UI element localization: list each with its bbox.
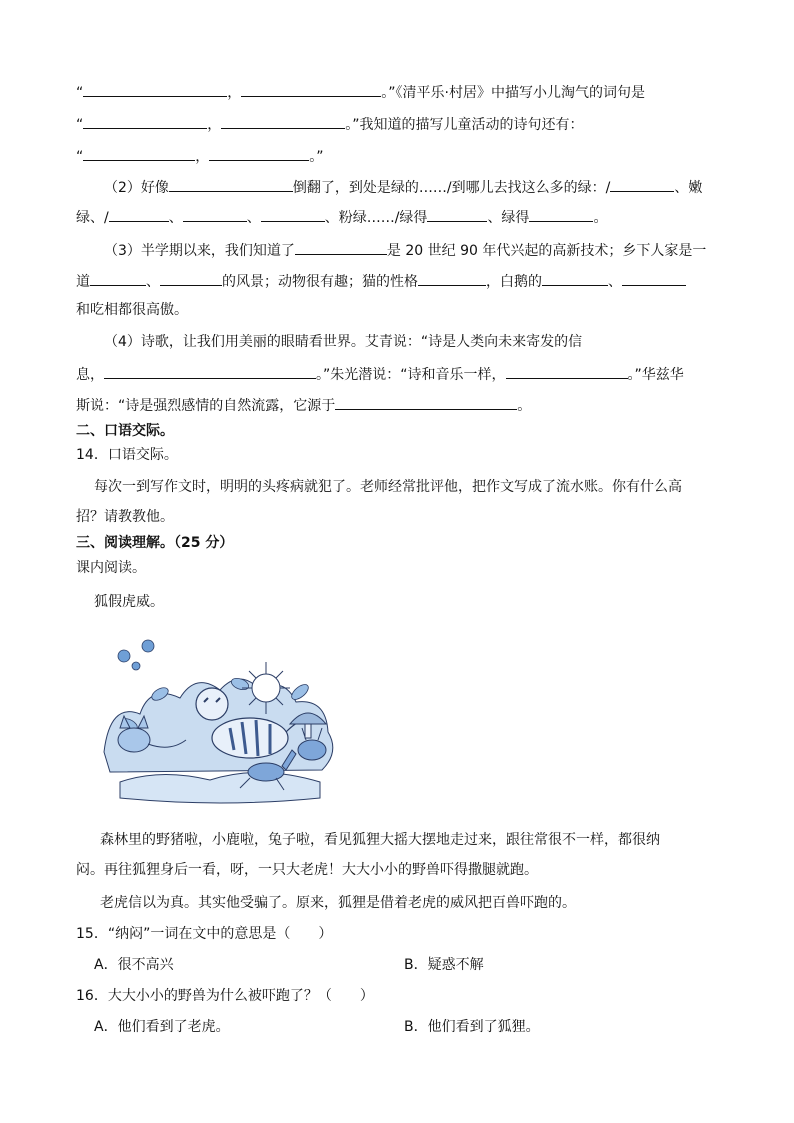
passage-line1: 森林里的野猪啦，小鹿啦，兔子啦，看见狐狸大摇大摆地走过来，跟往常很不一样，都很纳 bbox=[100, 832, 660, 848]
answer-blank[interactable] bbox=[506, 363, 628, 379]
answer-blank[interactable] bbox=[104, 363, 316, 379]
q15-option-b[interactable]: B．疑惑不解 bbox=[404, 957, 484, 973]
question-16: 16．大大小小的野兽为什么被吓跑了？（ ） bbox=[76, 988, 374, 1004]
answer-blank[interactable] bbox=[418, 270, 486, 286]
section2-paragraph-line1: 每次一到写作文时，明明的头疼病就犯了。老师经常批评他，把作文写成了流水账。你有什么高 bbox=[94, 479, 682, 495]
q15-option-a[interactable]: A．很不高兴 bbox=[94, 957, 174, 973]
q13-line3: “ ， 。” bbox=[76, 145, 324, 167]
q13-part2-line1: （2）好像 倒翻了，到处是绿的……/到哪儿去找这么多的绿：/ 、嫩 bbox=[104, 176, 702, 198]
answer-blank[interactable] bbox=[90, 270, 146, 286]
q13-part4-line1: （4）诗歌，让我们用美丽的眼睛看世界。艾青说：“诗是人类向未来寄发的信 bbox=[104, 334, 583, 350]
answer-blank[interactable] bbox=[622, 270, 686, 286]
answer-blank[interactable] bbox=[183, 206, 247, 222]
answer-blank[interactable] bbox=[109, 206, 169, 222]
answer-blank[interactable] bbox=[542, 270, 608, 286]
fox-tiger-illustration bbox=[100, 632, 342, 808]
answer-blank[interactable] bbox=[261, 206, 325, 222]
q16-option-b[interactable]: B．他们看到了狐狸。 bbox=[404, 1019, 540, 1035]
answer-blank[interactable] bbox=[83, 113, 207, 129]
answer-blank[interactable] bbox=[221, 113, 345, 129]
answer-blank[interactable] bbox=[610, 176, 674, 192]
question-15: 15．“纳闷”一词在文中的意思是（ ） bbox=[76, 926, 333, 942]
q13-part4-line3: 斯说：“诗是强烈感情的自然流露，它源于 。 bbox=[76, 394, 531, 416]
passage-title: 狐假虎威。 bbox=[94, 594, 164, 610]
q13-part2-line2: 绿、/ 、 、 、粉绿……/绿得 、绿得 。 bbox=[76, 206, 607, 228]
section3-heading: 三、阅读理解。（25 分） bbox=[76, 535, 234, 551]
answer-blank[interactable] bbox=[83, 145, 195, 161]
q13-part3-line1: （3）半学期以来，我们知道了 是 20 世纪 90 年代兴起的高新技术；乡下人家是一 bbox=[104, 239, 706, 261]
q13-part3-line3: 和吃相都很高傲。 bbox=[76, 302, 188, 318]
answer-blank[interactable] bbox=[209, 145, 309, 161]
q13-part3-line2: 道 、 的风景；动物很有趣；猫的性格 ，白鹅的 、 bbox=[76, 270, 686, 292]
answer-blank[interactable] bbox=[427, 206, 487, 222]
answer-blank[interactable] bbox=[295, 239, 387, 255]
passage-line2: 闷。再往狐狸身后一看，呀，一只大老虎！大大小小的野兽吓得撒腿就跑。 bbox=[76, 862, 538, 878]
passage-line3: 老虎信以为真。其实他受骗了。原来，狐狸是借着老虎的威风把百兽吓跑的。 bbox=[100, 895, 576, 911]
answer-blank[interactable] bbox=[169, 176, 293, 192]
answer-blank[interactable] bbox=[529, 206, 593, 222]
q13-line1: “ ， 。”《清平乐·村居》中描写小儿淘气的词句是 bbox=[76, 81, 645, 103]
answer-blank[interactable] bbox=[160, 270, 222, 286]
section2-paragraph-line2: 招？请教教他。 bbox=[76, 509, 174, 525]
reading-intro: 课内阅读。 bbox=[76, 560, 146, 576]
q13-part4-line2: 息， 。”朱光潜说：“诗和音乐一样， 。”华兹华 bbox=[76, 363, 684, 385]
answer-blank[interactable] bbox=[83, 81, 227, 97]
answer-blank[interactable] bbox=[241, 81, 381, 97]
section2-heading: 二、口语交际。 bbox=[76, 423, 174, 439]
q13-line2: “ ， 。”我知道的描写儿童活动的诗句还有： bbox=[76, 113, 584, 135]
question-14: 14．口语交际。 bbox=[76, 447, 178, 463]
answer-blank[interactable] bbox=[335, 394, 517, 410]
q16-option-a[interactable]: A．他们看到了老虎。 bbox=[94, 1019, 230, 1035]
